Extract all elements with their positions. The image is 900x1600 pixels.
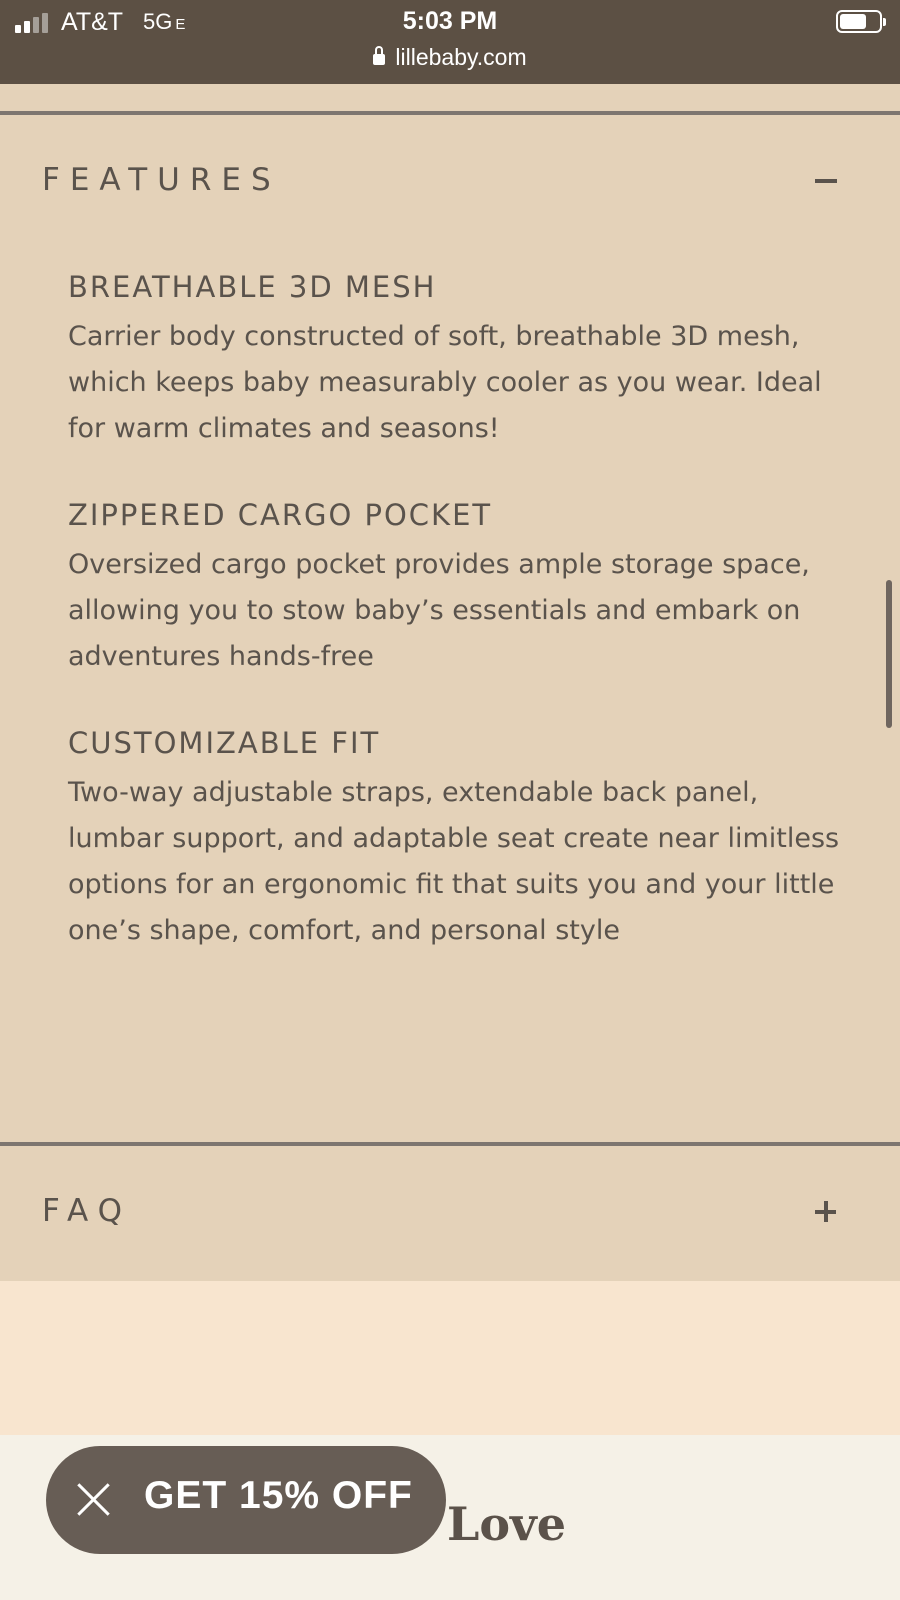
clock: 5:03 PM	[402, 7, 498, 35]
lock-icon	[373, 54, 385, 65]
promo-button[interactable]	[46, 1446, 446, 1554]
status-bar	[0, 0, 900, 84]
url-bar[interactable]	[0, 44, 900, 71]
feature-heading: ZIPPERED CARGO POCKET	[68, 498, 493, 532]
feature-item	[68, 726, 848, 954]
cream-band	[0, 1281, 900, 1435]
faq-title[interactable]: FAQ	[42, 1193, 133, 1229]
feature-description: Two-way adjustable straps, extendable back panel, lumbar support, and adaptable seat create near limitless options for an ergonomic fit that suits you and your little one’s shape, comfort, and personal style	[68, 777, 840, 946]
network-suffix: E	[175, 16, 186, 33]
feature-item	[68, 498, 848, 680]
feature-item	[68, 270, 848, 452]
feature-heading: BREATHABLE 3D MESH	[68, 270, 437, 304]
feature-description: Oversized cargo pocket provides ample storage space, allowing you to stow baby’s essentials and embark on adventures hands-free	[68, 549, 810, 672]
plus-icon-vertical	[824, 1201, 828, 1222]
feature-heading: CUSTOMIZABLE FIT	[68, 726, 381, 760]
section-divider	[0, 111, 900, 115]
faq-accordion[interactable]	[0, 1146, 900, 1281]
close-icon[interactable]	[76, 1481, 112, 1517]
url-text: lillebaby.com	[395, 44, 527, 70]
footer-heading: Love	[447, 1497, 567, 1551]
scrollbar[interactable]	[886, 580, 892, 728]
carrier-name: AT&T	[61, 8, 124, 36]
minus-icon[interactable]	[815, 179, 837, 183]
features-title: FEATURES	[42, 162, 281, 198]
network-label: 5G	[143, 9, 173, 34]
battery-icon	[836, 10, 882, 33]
feature-description: Carrier body constructed of soft, breathable 3D mesh, which keeps baby measurably cooler as you wear. Ideal for warm climates and seasons!	[68, 321, 822, 444]
section-divider	[0, 1142, 900, 1146]
promo-label: GET 15% OFF	[144, 1474, 413, 1517]
